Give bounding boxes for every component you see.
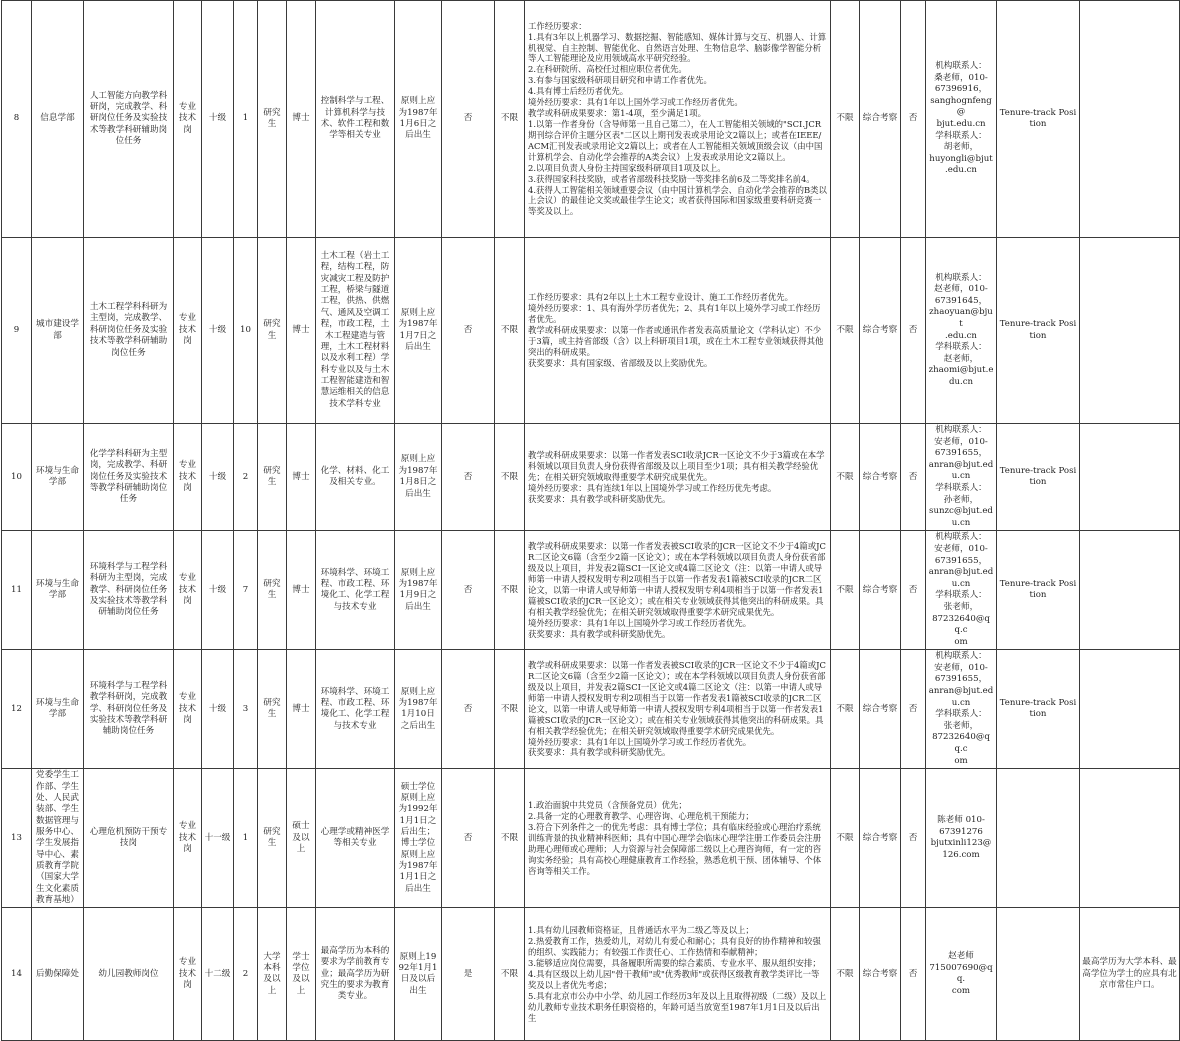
requirement-line: 1.政治面貌中共党员（含预备党员）优先； (528, 800, 687, 811)
post-name-cell: 化学学科科研为主型岗，完成教学、科研岗位任务及实验技术等教学科研辅助岗位任务 (84, 424, 174, 531)
contact-line: 87232640@qq.c (932, 613, 990, 636)
contact-line: om (954, 636, 968, 647)
requirement-line: 教学或科研成果要求：以第一作者发表被SCI收录的JCR一区论文不少于4篇或JCR二区论文6篇（含至少2篇一区论文）；或在本学科领域以项目负责人身份获省部级及以上项目，并发表2篇SCI一区论文或4篇二区论文（注：以第一申请人或导师第一申请人授权发明专利2项相当于以第一作者发表1篇被SCI收录的JCR二区论文，以第一申请人或导师第一申请人授权发明专利4项相当于以第一作者发表1篇被SCI收录的JCR一区论文）；或在相关专业领域获得其他突出的科研成果。具有相关教学经验优先；在相关研究领域取得重要学术研究成果优先。 (528, 541, 826, 617)
remarks-cell (1080, 531, 1180, 650)
degree-cell: 博士 (287, 1, 316, 238)
contact-line: bjutxinli123@ (930, 838, 992, 849)
fresh-graduate-cell: 否 (442, 769, 495, 908)
requirements-cell (525, 1, 831, 238)
degree-cell: 学士学位及以上 (287, 908, 316, 1041)
requirements-cell (525, 424, 831, 531)
contact-line: bjut.edu.cn (936, 119, 986, 129)
degree-cell: 博士 (287, 238, 316, 424)
contact-line: anran@bjut.ed (928, 459, 994, 470)
contact-line: 67391276 (939, 826, 983, 837)
requirements-cell (525, 531, 831, 650)
contact-line: 张老师， (943, 601, 979, 612)
requirements-cell (525, 769, 831, 908)
contact-line: 学科联系人： (935, 590, 987, 601)
post-level-cell: 十二级 (202, 908, 234, 1041)
major-cell: 最高学历为本科的要求为学前教育专业；最高学历为研究生的要求为教育类专业。 (316, 908, 395, 1041)
gender-cell: 不限 (495, 908, 525, 1041)
remarks-cell (1080, 238, 1180, 424)
contact-line: sunzc@bjut.ed (929, 506, 993, 517)
contact-line: 桑老师，010- (934, 72, 988, 83)
contact-line: zhaomi@bjut.e (928, 365, 994, 376)
other-cell: 否 (901, 650, 926, 769)
remarks-cell (1080, 769, 1180, 908)
fresh-graduate-cell: 否 (442, 424, 495, 531)
department-cell: 信息学部 (32, 1, 84, 238)
contact-line: 87232640@qq.c (932, 732, 990, 755)
post-category-cell: 专业技术岗 (174, 650, 202, 769)
department-cell: 城市建设学部 (32, 238, 84, 424)
contact-line: 126.com (942, 849, 980, 860)
requirement-line: 4.具有博士后经历者优先。 (528, 86, 629, 97)
recruitment-table (1, 0, 1180, 1041)
assessment-cell: 综合考察 (860, 769, 901, 908)
major-cell: 心理学或精神医学等相关专业 (316, 769, 395, 908)
headcount-cell: 2 (234, 424, 258, 531)
fresh-graduate-cell: 是 (442, 908, 495, 1041)
contact-line: anran@bjut.ed (928, 686, 994, 697)
degree-cell: 硕士及以上 (287, 769, 316, 908)
department-cell: 环境与生命学部 (32, 531, 84, 650)
contact-line: anran@bjut.ed (928, 567, 994, 578)
requirement-line: 教学或科研成果要求：第1-4项，至少满足1项。 (528, 108, 706, 119)
major-cell: 土木工程（岩土工程，结构工程，防灾减灾工程及防护工程，桥梁与隧道工程，供热、供燃气、通风及空调工程，市政工程，土木工程建造与管理，土木工程材料以及水利工程）学科专业以及与土木工程智能建造和智慧运维相关的信息技术学科专业 (316, 238, 395, 424)
requirement-line: 5.具有北京市公办中小学、幼儿园工作经历3年及以上且取得初级（二级）及以上幼儿教师专业技术职务任职资格的，年龄可适当放宽至1987年1月1日及以后出生 (528, 990, 827, 1023)
contact-cell (926, 531, 997, 650)
post-level-cell: 十级 (202, 531, 234, 650)
headcount-cell: 1 (234, 769, 258, 908)
row-number: 11 (2, 531, 32, 650)
contact-line: 67391645， (934, 295, 988, 306)
education-cell: 研究生 (258, 650, 287, 769)
contact-cell (926, 908, 997, 1041)
requirement-line: 教学或科研成果要求：以第一作者发表SCI收录JCR一区论文不少于3篇或在本学科领域以项目负责人身份获得省部级及以上项目至少1项；具有相关教学经验优先；在相关研究领域取得重要学术研究成果优先。 (528, 449, 825, 482)
contact-line: 67396916， (934, 84, 988, 95)
post-name-cell: 环境科学与工程学科教学科研岗，完成教学、科研岗位任务及实验技术等教学科研辅助岗位任务 (84, 650, 174, 769)
headcount-cell: 1 (234, 1, 258, 238)
gender-cell: 不限 (495, 238, 525, 424)
contact-line: zhaoyuan@bjut (929, 307, 993, 329)
contact-line: 赵老师 (948, 951, 974, 962)
contact-line: 赵老师， (943, 353, 979, 364)
post-category-cell: 专业技术岗 (174, 769, 202, 908)
remarks-cell (1080, 650, 1180, 769)
fresh-graduate-cell: 否 (442, 238, 495, 424)
limit-cell: 不限 (831, 650, 860, 769)
gender-cell: 不限 (495, 650, 525, 769)
degree-cell: 博士 (287, 424, 316, 531)
headcount-cell: 10 (234, 238, 258, 424)
assessment-cell: 综合考察 (860, 650, 901, 769)
limit-cell: 不限 (831, 908, 860, 1041)
table-row (2, 908, 1180, 1041)
limit-cell: 不限 (831, 238, 860, 424)
requirement-line: 3.符合下列条件之一的优先考虑：具有博士学位；具有临床经验或心理治疗系统训练背景的执业精神科医师；具有中国心理学会临床心理学注册工作委员会注册助理心理师或心理师；人力资源与社会保障部二级以上心理咨询师，有一定的咨询实务经验；具有高校心理健康教育工作经验，熟悉危机干预、团体辅导、个体咨询等相关工作。 (528, 821, 822, 876)
table-row (2, 650, 1180, 769)
contact-line: 机构联系人： (935, 532, 987, 543)
requirements-cell (525, 650, 831, 769)
major-cell: 环境科学、环境工程、市政工程、环境化工、化学工程与技术专业 (316, 650, 395, 769)
major-cell: 环境科学、环境工程、市政工程、环境化工、化学工程与技术专业 (316, 531, 395, 650)
contact-line: du.cn (948, 376, 974, 387)
other-cell: 否 (901, 769, 926, 908)
table-row (2, 424, 1180, 531)
post-category-cell: 专业技术岗 (174, 424, 202, 531)
contact-line: 孙老师， (943, 494, 979, 505)
post-name-cell: 心理危机预防干预专技岗 (84, 769, 174, 908)
row-number: 8 (2, 1, 32, 238)
limit-cell: 不限 (831, 1, 860, 238)
assessment-cell: 综合考察 (860, 908, 901, 1041)
requirement-line: 获奖要求：具有教学或科研奖励优先。 (528, 747, 671, 758)
contact-line: u.cn (951, 578, 971, 589)
post-category-cell: 专业技术岗 (174, 238, 202, 424)
requirement-line: 3.有参与国家级科研项目研究和申请工作者优先。 (528, 75, 712, 86)
age-requirement-cell: 硕士学位原则上应为1992年1月1日之后出生；博士学位原则上应为1987年1月1日之后出生 (395, 769, 442, 908)
requirement-line: 2.具备一定的心理教育教学、心理咨询、心理危机干预能力； (528, 810, 754, 821)
requirement-line: 2.热爱教育工作，热爱幼儿，对幼儿有爱心和耐心；具有良好的协作精神和较强的组织、实践能力；有较强工作责任心、工作热情和奉献精神； (528, 936, 821, 958)
contact-cell (926, 238, 997, 424)
contact-line: 67391655， (934, 555, 988, 566)
post-name-cell: 幼儿园教师岗位 (84, 908, 174, 1041)
requirement-line: 境外经历要求：具有1年以上国境外学习或工作经历者优先。 (528, 617, 752, 628)
major-cell: 化学、材料、化工及相关专业。 (316, 424, 395, 531)
contact-line: 赵老师，010- (934, 284, 988, 295)
post-level-cell: 十一级 (202, 769, 234, 908)
requirement-line: 2.以项目负责人身份主持国家级科研项目1项及以上。 (528, 162, 726, 173)
fresh-graduate-cell: 否 (442, 531, 495, 650)
contact-line: u.cn (951, 471, 971, 482)
department-cell: 环境与生命学部 (32, 650, 84, 769)
department-cell: 后勤保障处 (32, 908, 84, 1041)
requirement-line: 获奖要求：具有教学或科研奖励优先。 (528, 628, 671, 639)
assessment-cell: 综合考察 (860, 531, 901, 650)
requirement-line: 获奖要求：具有教学或科研奖励优先。 (528, 493, 671, 504)
row-number: 14 (2, 908, 32, 1041)
post-level-cell: 十级 (202, 1, 234, 238)
contact-line: 学科联系人： (935, 709, 987, 720)
gender-cell: 不限 (495, 424, 525, 531)
contact-line: 学科联系人： (935, 482, 987, 493)
requirement-line: 3.获得国家科技奖励，或者省部级科技奖励一等奖排名前6及二等奖排名前4。 (528, 173, 815, 184)
requirement-line: 境外经历要求：具有1年以上国外学习或工作经历者优先。 (528, 97, 743, 108)
degree-cell: 博士 (287, 650, 316, 769)
row-number: 13 (2, 769, 32, 908)
degree-cell: 博士 (287, 531, 316, 650)
requirement-line: 境外经历要求：1、具有海外学历者优先；2、具有1年以上境外学习或工作经历者优先。 (528, 303, 821, 325)
post-name-cell: 人工智能方向教学科研岗，完成教学、科研岗位任务及实验技术等教学科研辅助岗位任务 (84, 1, 174, 238)
requirement-line: 4.具有区级以上幼儿园"骨干教师"或"优秀教师"或获得区级教育教学类评比一等奖及以上者优先考虑； (528, 968, 820, 990)
department-cell: 党委学生工作部、学生处、人民武装部、学生数据管理与服务中心、学生发展指导中心、素质教育学院（国家大学生文化素质教育基地） (32, 769, 84, 908)
contact-line: 715007690@qq. (929, 962, 993, 985)
remarks-cell: 最高学历为大学本科、最高学位为学士的应具有北京市常住户口。 (1080, 908, 1180, 1041)
contact-line: 学科联系人： (935, 130, 987, 141)
row-number: 10 (2, 424, 32, 531)
table-row (2, 1, 1180, 238)
row-number: 12 (2, 650, 32, 769)
requirements-cell (525, 908, 831, 1041)
table-row (2, 238, 1180, 424)
headcount-cell: 2 (234, 908, 258, 1041)
headcount-cell: 3 (234, 650, 258, 769)
contact-line: huyongli@bjut (929, 153, 993, 164)
post-level-cell: 十级 (202, 238, 234, 424)
requirement-line: 境外经历要求：具有连续1年以上国境外学习或工作经历优先考虑。 (528, 482, 777, 493)
contact-line: .edu.cn (945, 330, 977, 341)
other-cell: 否 (901, 908, 926, 1041)
position-type-cell: Tenure-track Position (997, 1, 1080, 238)
headcount-cell: 7 (234, 531, 258, 650)
post-category-cell: 专业技术岗 (174, 1, 202, 238)
contact-line: 67391655， (934, 448, 988, 459)
education-cell: 研究生 (258, 531, 287, 650)
requirement-line: 教学或科研成果要求：以第一作者发表被SCI收录的JCR一区论文不少于4篇或JCR二区论文6篇（含至少2篇一区论文）；或在本学科领域以项目负责人身份获省部级及以上项目，并发表2篇SCI一区论文或4篇二区论文（注：以第一申请人或导师第一申请人授权发明专利2项相当于以第一作者发表1篇被SCI收录的JCR二区论文，以第一申请人或导师第一申请人授权发明专利4项相当于以第一作者发表1篇被SCI收录的JCR一区论文）；或在相关专业领域获得其他突出的科研成果。具有相关教学经验优先；在相关研究领域取得重要学术研究成果优先。 (528, 660, 826, 736)
assessment-cell: 综合考察 (860, 424, 901, 531)
other-cell: 否 (901, 424, 926, 531)
major-cell: 控制科学与工程、计算机科学与技术、软件工程和数学等相关专业 (316, 1, 395, 238)
post-category-cell: 专业技术岗 (174, 531, 202, 650)
post-name-cell: 土木工程学科科研为主型岗，完成教学、科研岗位任务及实验技术等教学科研辅助岗位任务 (84, 238, 174, 424)
contact-line: 机构联系人： (935, 61, 987, 72)
position-type-cell: Tenure-track Position (997, 650, 1080, 769)
other-cell: 否 (901, 1, 926, 238)
limit-cell: 不限 (831, 769, 860, 908)
contact-line: 机构联系人： (935, 651, 987, 662)
contact-cell (926, 769, 997, 908)
gender-cell: 不限 (495, 1, 525, 238)
requirement-line: 工作经历要求：具有2年以上土木工程专业设计、施工工作经历者优先。 (528, 292, 793, 303)
contact-line: .edu.cn (945, 165, 977, 176)
requirement-line: 1.具有3年以上机器学习、数据挖掘、智能感知、媒体计算与交互、机器人、计算机视觉、自主控制、智能优化、自然语言处理、生物信息学、脑影像学智能分析等人工智能理论及应用领域高水平研究经验。 (528, 31, 827, 64)
requirement-line: 3.能够适应岗位需要，具备履职所需要的综合素质、专业水平、服从组织安排； (528, 957, 821, 968)
age-requirement-cell: 原则上应为1987年1月8日之后出生 (395, 424, 442, 531)
contact-line: 陈老师 010- (937, 815, 985, 826)
assessment-cell: 综合考察 (860, 238, 901, 424)
row-number: 9 (2, 238, 32, 424)
position-type-cell: Tenure-track Position (997, 424, 1080, 531)
requirement-line: 工作经历要求： (528, 20, 587, 31)
contact-cell (926, 1, 997, 238)
post-name-cell: 环境科学与工程学科科研为主型岗，完成教学、科研岗位任务及实验技术等教学科研辅助岗位任务 (84, 531, 174, 650)
contact-line: 机构联系人： (935, 272, 987, 283)
table-row (2, 531, 1180, 650)
position-type-cell (997, 908, 1080, 1041)
requirement-line: 4.获得人工智能相关领域重要会议（由中国计算机学会、自动化学会推荐的B类以上会议）的最佳论文奖或最佳学生论文；或者获得国际和国家级重要科研竞赛一等奖及以上。 (528, 184, 827, 217)
requirement-line: 1.以第一作者身份（含导师第一且自己第二），在人工智能相关领域的"SCI.JCR期刊综合评价主题分区表"二区以上期刊发表或录用论文2篇以上；或者在IEEE/ACM汇刊发表或录用论文2篇以上；或者在人工智能相关领域顶级会议（由中国计算机学会、自动化学会推荐的A类会议）上发表或录用论文2篇以上。 (528, 119, 823, 162)
post-level-cell: 十级 (202, 424, 234, 531)
requirement-line: 境外经历要求：具有1年以上国境外学习或工作经历者优先。 (528, 736, 752, 747)
post-category-cell: 专业技术岗 (174, 908, 202, 1041)
age-requirement-cell: 原则上应为1987年1月10日之后出生 (395, 650, 442, 769)
contact-line: 机构联系人： (935, 425, 987, 435)
requirement-line: 2.在科研院所、高校任过相应职位者优先。 (528, 64, 687, 75)
position-type-cell: Tenure-track Position (997, 531, 1080, 650)
contact-line: 张老师， (943, 720, 979, 731)
education-cell: 研究生 (258, 424, 287, 531)
contact-line: u.cn (951, 517, 971, 528)
age-requirement-cell: 原则上应为1987年1月9日之后出生 (395, 531, 442, 650)
remarks-cell (1080, 1, 1180, 238)
education-cell: 研究生 (258, 238, 287, 424)
contact-line: 安老师，010- (934, 436, 988, 447)
other-cell: 否 (901, 531, 926, 650)
department-cell: 环境与生命学部 (32, 424, 84, 531)
education-cell: 大学本科及以上 (258, 908, 287, 1041)
contact-line: u.cn (951, 697, 971, 708)
requirement-line: 教学或科研成果要求：以第一作者或通讯作者发表高质量论文（学科认定）不少于3篇，或主持省部级（含）以上科研项目1项，或在土木工程专业领域获得其他突出的科研成果。 (528, 325, 824, 357)
gender-cell: 不限 (495, 769, 525, 908)
position-type-cell: Tenure-track Position (997, 238, 1080, 424)
age-requirement-cell: 原则上应为1987年1月7日之后出生 (395, 238, 442, 424)
education-cell: 研究生 (258, 1, 287, 238)
assessment-cell: 综合考察 (860, 1, 901, 238)
requirement-line: 1.具有幼儿园教师资格证，且普通话水平为二级乙等及以上； (528, 925, 754, 936)
fresh-graduate-cell: 否 (442, 650, 495, 769)
position-type-cell (997, 769, 1080, 908)
contact-line: 安老师，010- (934, 662, 988, 673)
gender-cell: 不限 (495, 531, 525, 650)
post-level-cell: 十级 (202, 650, 234, 769)
contact-line: om (954, 755, 968, 766)
remarks-cell (1080, 424, 1180, 531)
contact-line: com (951, 985, 971, 996)
contact-line: 安老师，010- (934, 543, 988, 554)
other-cell: 否 (901, 238, 926, 424)
education-cell: 研究生 (258, 769, 287, 908)
age-requirement-cell: 原则上1992年1月1日及以后出生 (395, 908, 442, 1041)
contact-line: 67391655， (934, 674, 988, 685)
requirement-line: 获奖要求：具有国家级、省部级及以上奖励优先。 (528, 357, 713, 368)
requirements-cell (525, 238, 831, 424)
contact-line: 胡老师， (943, 142, 979, 153)
limit-cell: 不限 (831, 531, 860, 650)
contact-cell (926, 650, 997, 769)
limit-cell: 不限 (831, 424, 860, 531)
contact-cell (926, 424, 997, 531)
table-row (2, 769, 1180, 908)
fresh-graduate-cell: 否 (442, 1, 495, 238)
contact-line: 学科联系人： (935, 342, 987, 353)
age-requirement-cell: 原则上应为1987年1月6日之后出生 (395, 1, 442, 238)
contact-line: sanghognfeng@ (930, 95, 992, 118)
